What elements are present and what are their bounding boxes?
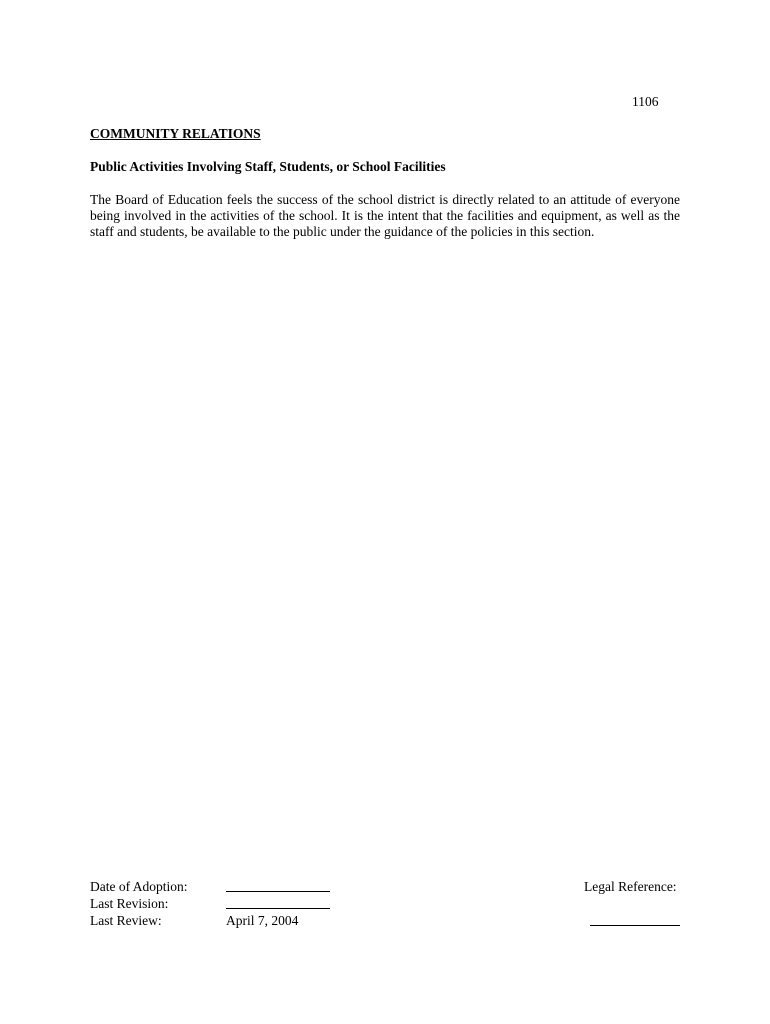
legal-reference-blank [590,913,680,926]
last-revision-label: Last Revision: [90,896,169,911]
last-review-label: Last Review: [90,913,162,928]
policy-title: Public Activities Involving Staff, Students, or School Facilities [90,159,446,174]
last-review-date: April 7, 2004 [226,913,299,928]
date-of-adoption-blank [226,879,330,896]
section-title: COMMUNITY RELATIONS [90,126,261,141]
last-revision-blank [226,896,330,913]
legal-reference-label: Legal Reference: [584,879,677,894]
page-number: 1106 [632,94,659,109]
policy-body: The Board of Education feels the success of the school district is directly related to an attitude of everyone being involved in the activities of the school. It is the intent that the facilities and equipment, as well as the staff and students, be available to the public under the guidance of the policies in this section. [90,192,680,239]
date-of-adoption-label: Date of Adoption: [90,879,188,894]
